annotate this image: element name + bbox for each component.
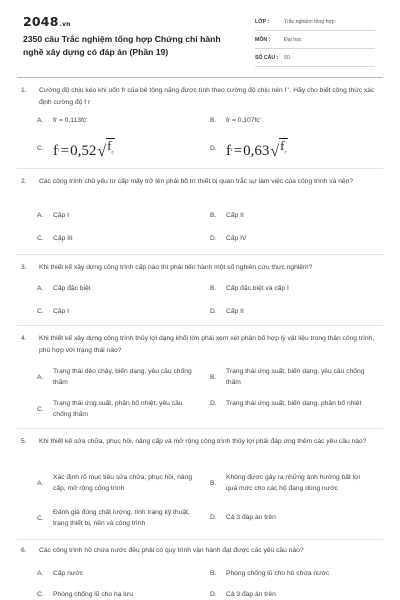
question-number: 1. [21, 87, 27, 94]
option-text: Cấp nước [53, 570, 84, 577]
option-d[interactable] [210, 233, 370, 244]
option-d[interactable] [210, 512, 370, 523]
question-text: Cường độ chịu kéo khi uốn fr của bê tông nặng được tính theo cường độ chịu nén f '. Hãy cho biết công thức xác định cường độ f r [39, 87, 375, 106]
option-letter: C. [37, 235, 44, 242]
option-letter: B. [210, 373, 217, 381]
option-c[interactable] [37, 398, 197, 420]
option-text: Trạng thái ứng suất, biến dạng, yêu cầu chống thấm [226, 368, 365, 386]
option-letter: D. [210, 400, 217, 407]
option-a[interactable] [37, 210, 197, 221]
meta-label: LỚP : [255, 18, 270, 25]
option-text: Cấp IV [226, 235, 247, 242]
question-text: Khi thiết kế sửa chữa, phục hồi, nâng cấp và mở rộng công trình thủy lợi phải đáp ứng thêm các yêu cầu nào? [39, 438, 367, 445]
question-stem [17, 262, 383, 274]
option-text: Xác định rõ mục tiêu sửa chữa, phục hồi, nâng cấp, mở rộng công trình [53, 474, 193, 492]
question-number: 6. [21, 547, 27, 554]
question-4 [17, 333, 383, 356]
option-text: Cấp II [226, 212, 244, 219]
option-text: Không được gây ra những ảnh hưởng bất lợi quá mức cho các hộ đang dùng nước [226, 474, 361, 492]
meta-row-subject [255, 31, 375, 49]
option-b[interactable] [210, 210, 370, 221]
option-text: Cả 3 đáp án trên [226, 514, 276, 521]
option-letter: C. [37, 145, 44, 153]
formula-f: f [53, 142, 58, 159]
option-d[interactable] [210, 589, 370, 600]
option-text: Đánh giá đúng chất lượng, tình trạng kỹ thuật, trang thiết bị, nền và công trình [53, 509, 190, 527]
option-b[interactable] [210, 283, 370, 294]
option-text: fr = 0,107fc' [226, 117, 261, 124]
option-letter: A. [37, 285, 44, 292]
option-c[interactable] [37, 507, 197, 529]
question-divider [17, 168, 383, 169]
question-number: 3. [21, 264, 27, 271]
option-a[interactable] [37, 366, 197, 388]
option-text: Cấp II [226, 308, 244, 315]
formula-rad-sub: c [111, 150, 114, 156]
question-text: Khi thiết kế xây dựng công trình cấp nào thì phải tiến hành một số nghiên cứu thực nghiệm? [39, 264, 313, 271]
option-text: Phòng chống lũ cho hạ lưu [53, 591, 133, 598]
option-letter: C. [37, 514, 44, 522]
option-letter: B. [210, 285, 217, 292]
logo-text: 2048 [23, 14, 59, 29]
question-divider [17, 325, 383, 326]
meta-label: SỐ CÂU : [255, 54, 279, 61]
option-text: Trạng thái ứng suất, phân bố nhiệt, yêu cầu chống thấm [53, 400, 183, 418]
option-letter: A. [37, 373, 44, 381]
question-number: 4. [21, 335, 27, 342]
option-letter: C. [37, 591, 44, 598]
question-5 [17, 436, 383, 448]
option-a[interactable] [37, 115, 197, 126]
question-text: Khi thiết kế xây dựng công trình thủy lợi dạng khối lớn phải xem xét phân bố hợp lý vật liệu trong thân công trình, phù hợp với trạng thái nào? [39, 335, 375, 354]
question-number: 2. [21, 178, 27, 185]
option-c[interactable] [37, 589, 197, 600]
option-d[interactable] [210, 398, 370, 409]
option-c[interactable] [37, 233, 197, 244]
option-letter: C. [37, 308, 44, 315]
option-c[interactable] [37, 306, 197, 317]
question-text: Các công trình chủ yếu từ cấp mấy trở lên phải bố trí thiết bị quan trắc sự làm việc của công trình và nền? [39, 178, 354, 185]
meta-value: Đại học [284, 36, 302, 43]
question-2 [17, 176, 383, 188]
option-letter: A. [37, 570, 44, 577]
option-text: Cấp đặc biệt [53, 285, 91, 292]
question-stem [17, 436, 383, 448]
option-letter: D. [210, 308, 217, 315]
option-b[interactable] [210, 568, 370, 579]
question-divider [17, 428, 383, 429]
meta-value: Trắc nghiệm tổng hợp [284, 18, 335, 25]
document-header [0, 0, 400, 72]
option-letter: B. [210, 479, 217, 487]
option-letter: A. [37, 117, 44, 124]
option-text: Phòng chống lũ cho hồ chứa nước [226, 570, 330, 577]
question-6 [17, 545, 383, 557]
formula-sub: r [231, 147, 233, 153]
option-a[interactable] [37, 283, 197, 294]
option-d[interactable] [210, 306, 370, 317]
option-letter: B. [210, 570, 217, 577]
option-b[interactable] [210, 472, 370, 494]
option-letter: A. [37, 479, 44, 487]
question-number: 5. [21, 438, 27, 445]
option-text: Cấp III [53, 235, 73, 242]
formula: f r = 0,52 √ $f_c$ [53, 138, 114, 160]
formula-coef: 0,52 [70, 142, 97, 159]
document-title: 2350 câu Trắc nghiệm tổng hợp Chứng chỉ hành nghề xây dựng có đáp án (Phần 19) [23, 34, 221, 57]
formula-coef: 0,63 [243, 142, 270, 159]
meta-row-count [255, 49, 375, 67]
logo-suffix: .vn [59, 21, 71, 28]
option-letter: C. [37, 405, 44, 413]
question-text: Các công trình hồ chứa nước đều phải có quy trình vận hành đạt được các yêu cầu nào? [39, 547, 304, 554]
option-text: Cấp đặc biệt và cấp I [226, 285, 289, 292]
question-stem [17, 176, 383, 188]
option-text: Trạng thái dẻo chảy, biến dạng, yêu cầu chống thấm [53, 368, 192, 386]
option-letter: D. [210, 591, 217, 598]
option-text: Cả 3 đáp án trên [226, 591, 276, 598]
question-divider [17, 254, 383, 255]
question-stem [17, 85, 383, 108]
option-a[interactable] [37, 472, 197, 494]
meta-value: 50 [284, 54, 290, 61]
option-letter: B. [210, 212, 217, 219]
meta-table [255, 13, 375, 67]
option-letter: D. [210, 514, 217, 521]
header-divider [17, 77, 383, 78]
option-letter: D. [210, 235, 217, 242]
formula: f r = 0,63 √ $f_c$ [226, 138, 287, 160]
formula-rad: f [107, 138, 112, 153]
formula-rad: f [280, 138, 285, 153]
question-divider [17, 539, 383, 540]
option-text: Cấp I [53, 212, 69, 219]
formula-f: f [226, 142, 231, 159]
question-stem [17, 333, 383, 356]
option-b[interactable] [210, 366, 370, 388]
option-text: Trạng thái ứng suất, biến dạng, phân bố nhiệt [226, 400, 362, 407]
option-b[interactable] [210, 115, 370, 126]
formula-rad-sub: c [284, 150, 287, 156]
question-1 [17, 85, 383, 108]
meta-row-class [255, 13, 375, 31]
site-logo[interactable] [23, 14, 71, 29]
meta-label: MÔN : [255, 36, 271, 43]
option-d[interactable] [210, 138, 370, 160]
option-letter: B. [210, 117, 217, 124]
question-3 [17, 262, 383, 274]
option-text: Cấp I [53, 308, 69, 315]
option-c[interactable] [37, 138, 197, 160]
option-letter: D. [210, 145, 217, 153]
sqrt-icon: √ $f_c$ [270, 138, 287, 160]
option-letter: A. [37, 212, 44, 219]
option-text: fr = 0,113fc' [53, 117, 88, 124]
option-a[interactable] [37, 568, 197, 579]
sqrt-icon: √ $f_c$ [97, 138, 114, 160]
formula-sub: r [58, 147, 60, 153]
question-stem [17, 545, 383, 557]
